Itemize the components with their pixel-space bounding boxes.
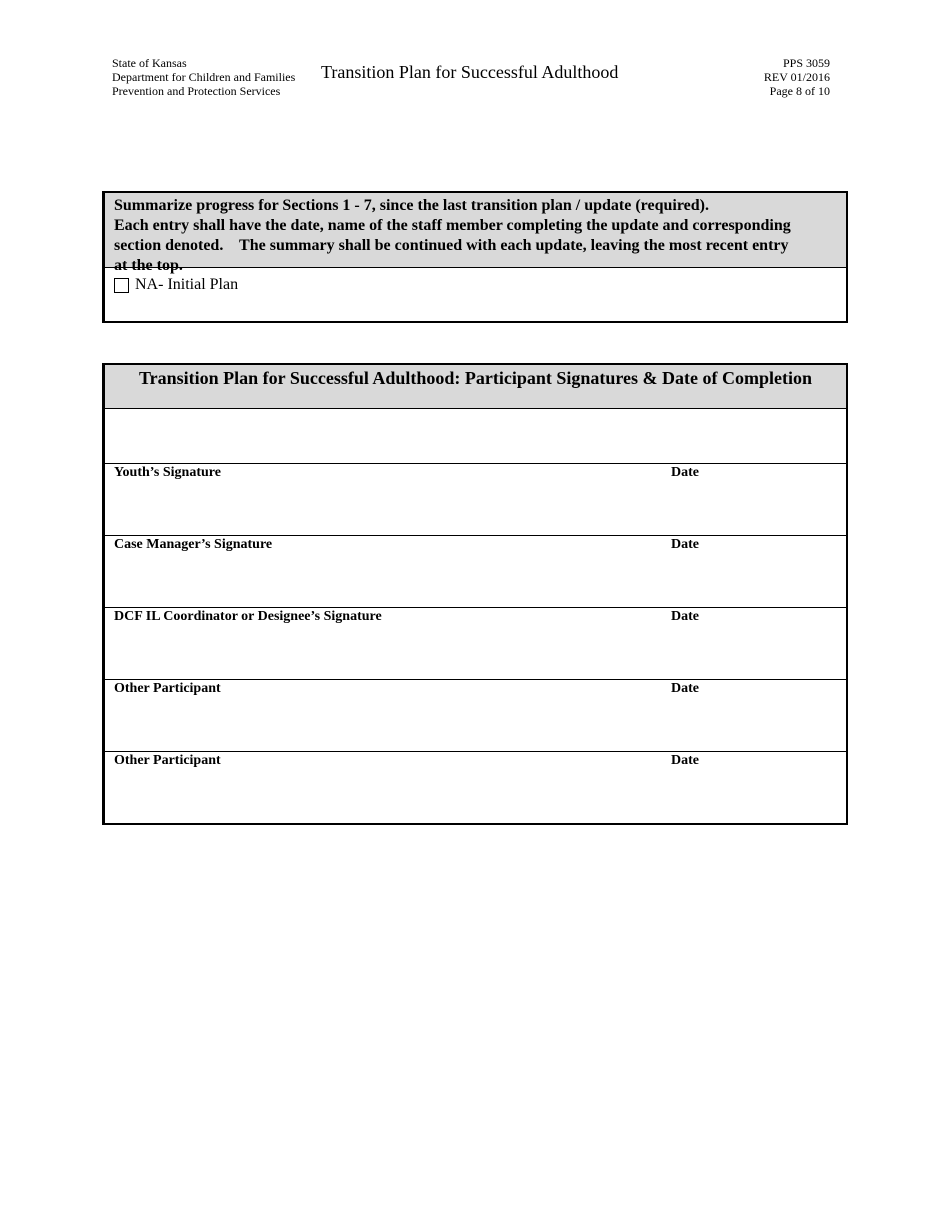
- date-label: Date: [671, 537, 699, 552]
- date-label: Date: [671, 681, 699, 696]
- signatures-title: Transition Plan for Successful Adulthood: Participant Signatures & Date of Completion: [105, 365, 846, 409]
- other-participant-date-field[interactable]: [671, 774, 840, 819]
- date-label: Date: [671, 465, 699, 480]
- signatures-blank-row: [105, 409, 846, 464]
- signatures-section: [102, 363, 848, 825]
- signature-label: DCF IL Coordinator or Designee’s Signature: [114, 609, 382, 624]
- other-participant-signature-field[interactable]: [114, 774, 646, 819]
- signature-row: [105, 536, 846, 608]
- na-initial-plan-label: NA- Initial Plan: [135, 276, 239, 293]
- youth-date-field[interactable]: [671, 486, 840, 531]
- other-participant-signature-field[interactable]: [114, 702, 646, 747]
- summary-instruction-line: Each entry shall have the date, name of the staff member completing the update and corresponding: [114, 217, 791, 234]
- form-info: [764, 56, 830, 98]
- na-initial-plan-checkbox[interactable]: [114, 278, 129, 293]
- youth-signature-field[interactable]: [114, 486, 646, 531]
- summary-instruction-line: Summarize progress for Sections 1 - 7, since the last transition plan / update (required).: [114, 197, 709, 214]
- revision-date: REV 01/2016: [763, 70, 830, 84]
- signature-row: [105, 680, 846, 752]
- form-number: PPS 3059: [782, 56, 830, 70]
- case-manager-date-field[interactable]: [671, 558, 840, 603]
- agency-line: State of Kansas: [112, 56, 187, 70]
- signature-label: Case Manager’s Signature: [114, 537, 273, 552]
- date-label: Date: [671, 609, 699, 624]
- summary-instructions: [105, 193, 846, 274]
- progress-summary-section: [102, 191, 848, 323]
- summary-instruction-line: section denoted. The summary shall be continued with each update, leaving the most recent entry: [114, 237, 789, 254]
- signature-row: [105, 752, 846, 823]
- date-label: Date: [671, 753, 699, 768]
- signature-label: Other Participant: [114, 681, 221, 696]
- agency-line: Prevention and Protection Services: [112, 84, 281, 98]
- dcf-coordinator-signature-field[interactable]: [114, 630, 646, 675]
- agency-line: Department for Children and Families: [112, 70, 296, 84]
- dcf-coordinator-date-field[interactable]: [671, 630, 840, 675]
- agency-info: [112, 56, 295, 98]
- signature-label: Other Participant: [114, 753, 221, 768]
- summary-instruction-line: at the top.: [114, 257, 183, 274]
- page-number: Page 8 of 10: [769, 84, 830, 98]
- summary-entry-area[interactable]: [105, 268, 846, 299]
- other-participant-date-field[interactable]: [671, 702, 840, 747]
- signature-row: [105, 608, 846, 680]
- case-manager-signature-field[interactable]: [114, 558, 646, 603]
- signature-row: [105, 464, 846, 536]
- signature-label: Youth’s Signature: [114, 465, 221, 480]
- document-title: Transition Plan for Successful Adulthood: [321, 62, 619, 82]
